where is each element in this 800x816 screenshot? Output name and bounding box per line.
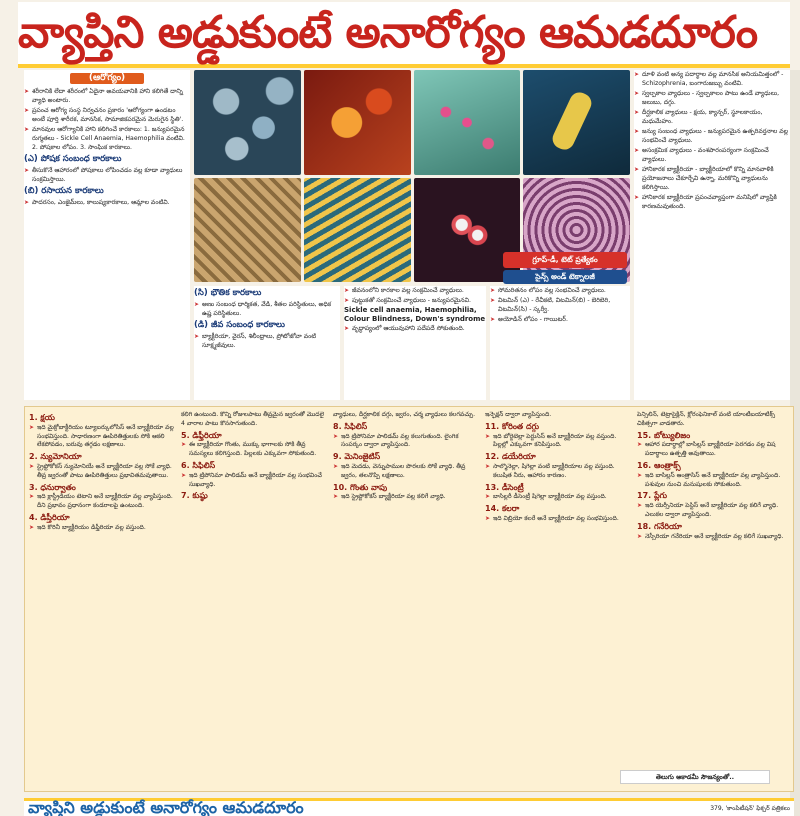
next-article-strip xyxy=(24,798,794,816)
entry-heading: 16. ఆంత్రాక్స్ xyxy=(637,460,681,470)
list-item: ➤ జీవనంలోని కారకాల వల్ల సంక్రమించే వ్యాధులు. xyxy=(344,286,486,295)
disease-info-box xyxy=(24,406,794,792)
headline-text: వ్యాప్తిని అడ్డుకుంటే అనారోగ్యం ఆమడదూరం xyxy=(18,7,758,58)
entry-text: కలిగి ఉంటుంది. కొన్ని రోజులపాటు తీవ్రమైన జ్వరంతో మొదలై 4 వారాల పాటు కొనసాగుతుంది. xyxy=(181,411,324,427)
list-item: ➤ దీర్ఘకాలిక వ్యాధులు - క్షయ, క్యాన్సర్, స్థూలకాయం, మధుమేహం. xyxy=(634,108,794,126)
footer-note: 379, 'కాంపిటీషన్' ఫిక్చర్ పత్రికలు xyxy=(710,805,790,812)
list-item: ➤ హానికారక బ్యాక్టీరియా - బ్యాక్టీరియాలో కొన్ని మానవాళికి ప్రయోజనాలు చేకూర్చేవి ఉన్నా, మరికొన్ని వ్యాధులను కలిగిస్తాయి. xyxy=(634,165,794,192)
bacterium-photo xyxy=(523,70,630,175)
left-column xyxy=(24,70,190,400)
entry-text: ➤ నెస్సీరియా గనేరియా అనే బ్యాక్టీరియా వల్ల కలిగే సుఖవ్యాధి. xyxy=(637,533,787,542)
box-column-5 xyxy=(637,411,787,789)
entry-heading: 10. గొంతు వాపు xyxy=(333,482,388,492)
list-item: ➤ తీసుకొనే ఆహారంలో పోషకాలు లోపించడం వల్ల కూడా వ్యాధులు సంక్రమిస్తాయి. xyxy=(24,166,190,184)
list-item: ➤ పుట్టుకతో సంక్రమించే వ్యాధులు - జన్యుపరమైనవి. xyxy=(344,296,486,305)
entry-heading: 7. కుష్ఠు xyxy=(181,491,208,501)
headline-banner xyxy=(18,2,790,68)
middle-column-1 xyxy=(194,286,340,400)
entry-text: ➤ ఈ బ్యాక్టీరియా గొంతు, ముక్కు భాగాలకు సోకి తీవ్ర సమస్యలు కలిగిస్తుంది. పిల్లలకు ఎక్కువగా సోకుతుంది. xyxy=(181,441,327,459)
entry-text: ఇన్ఫెక్షన్ ద్వారా వ్యాపిస్తుంది. xyxy=(485,411,552,418)
list-item: ➤ ప్రపంచ ఆరోగ్య సంస్థ నిర్వచనం ప్రకారం 'ఆరోగ్యంగా ఉండటం అంటే పూర్తి శారీరక, మానసిక, సామాజికపరమైన మెరుగైన స్థితి'. xyxy=(24,106,190,124)
entry-text: ➤ ఇది విబ్రియో కలరే అనే బ్యాక్టీరియా వల్ల సంభవిస్తుంది. xyxy=(485,515,631,524)
tissue-photo xyxy=(194,178,301,283)
subheading-a: (ఎ) పోషక సంబంధ కారకాలు xyxy=(24,154,122,164)
entry-text: ➤ ఇది మెదడు, వెన్నుపాముల పొరలకు సోకే వ్యాధి. తీవ్ర జ్వరం, తలనొప్పి లక్షణాలు. xyxy=(333,463,479,481)
list-item: ➤ హానికారక బ్యాక్టీరియా ప్రపంచవ్యాప్తంగా మనిషిలో వ్యాప్తికి కారణమవుతుంది. xyxy=(634,193,794,211)
list-item: ➤ మానవుల ఆరోగ్యానికి హాని కలిగించే కారకాలు: 1. జన్యుపరమైన రుగ్మతలు - Sickle Cell Anaemia, Haemophilia వంటివి. 2. పోషకాల లోపం. 3. సాంఘిక కారకాలు. xyxy=(24,125,190,152)
right-column xyxy=(634,70,794,400)
entry-text: ➤ ఇది మైక్రోబాక్టీరియం ట్యూబర్కులోసిస్ అనే బ్యాక్టీరియా వల్ల సంభవిస్తుంది. సాధారణంగా ఊపిరితిత్తులకు సోకి ఆకలి లేకపోవడం, బరువు తగ్గడం లక్షణాలు. xyxy=(29,424,175,450)
next-headline: వ్యాప్తిని అడ్డుకుంటే అనారోగ్యం ఆమడదూరం xyxy=(28,798,304,816)
credit-line: తెలుగు అకాడమీ సౌజన్యంతో.. xyxy=(620,770,770,784)
list-item: ➤ శరీరానికి లేదా శరీరంలో ఏదైనా అవయవానికి హాని కలిగితే దాన్ని వ్యాధి అంటారు. xyxy=(24,87,190,105)
entry-heading: 6. సిఫిలిస్ xyxy=(181,460,216,470)
box-column-2 xyxy=(181,411,327,789)
subject-badge: సైన్స్ అండ్ టెక్నాలజీ xyxy=(503,270,627,284)
entry-heading: 9. మెనింజైటిస్ xyxy=(333,452,381,462)
entry-heading: 4. డిప్తీరియా xyxy=(29,512,70,522)
entry-heading: 17. ప్లేగు xyxy=(637,491,668,501)
box-column-4 xyxy=(485,411,631,789)
entry-heading: 13. డీసెంట్రీ xyxy=(485,482,524,492)
subheading-c: (సి) భౌతిక కారకాలు xyxy=(194,288,262,298)
entry-text: ➤ ఇది యెర్సీనియా పెస్టిస్ అనే బ్యాక్టీరియా వల్ల కలిగే వ్యాధి. ఎలుకల ద్వారా వ్యాపిస్తుంది. xyxy=(637,502,787,520)
entry-text: ➤ ఇది బోర్డెటెల్లా పెర్టుసిస్ అనే బ్యాక్టీరియా వల్ల వస్తుంది. పిల్లల్లో ఎక్కువగా కనిపిస్తుంది. xyxy=(485,433,631,451)
entry-heading: 18. గనేరియా xyxy=(637,521,682,531)
list-item: ➤ పాదరసం, ఎంజైమ్‌లు, కాలుష్యకారకాలు, ఆమ్లాల వంటివి. xyxy=(24,198,190,207)
entry-heading: 15. బోట్యులిజం xyxy=(637,430,691,440)
subheading-b: (బి) రసాయన కారకాలు xyxy=(24,186,104,196)
middle-column-3 xyxy=(490,286,630,400)
box-column-1 xyxy=(29,411,175,789)
list-item: ➤ అసంక్రమిక వ్యాధులు - వంశపారంపర్యంగా సంక్రమించే వ్యాధులు. xyxy=(634,146,794,164)
entry-heading: 3. ధనుర్వాతం xyxy=(29,482,76,492)
rod-bacteria-photo xyxy=(304,178,411,283)
entry-text: ➤ బాసిల్లరీ డీసెంట్రీ షిగెల్లా బ్యాక్టీరియా వల్ల వస్తుంది. xyxy=(485,493,631,502)
list-item: ➤ అణు సంబంధ ధార్మికత, వేడి, శీతల పరిస్థితులు, అధిక ఉష్ణ పరిస్థితులు. xyxy=(194,300,340,318)
disease-list: Sickle cell anaemia, Haemophilia, Colour Blindness, Down's syndrome xyxy=(344,306,486,323)
list-item: ➤ విటమిన్ (ఎ) - రేచీకటి, విటమిన్(బి) - బెరిబెరి, విటమిన్(సి) - స్కర్వీ. xyxy=(490,296,630,314)
subheading-d: (డి) జీవ సంబంధ కారకాలు xyxy=(194,320,285,330)
entry-text: పెన్సిలిన్, టెట్రాసైక్లిన్, క్లోరంఫెనికాల్ వంటి యాంటీబయాటిక్స్ చికిత్సగా వాడతారు. xyxy=(637,411,776,427)
entry-text: ➤ ఇది క్లాస్ట్రీడియం టెటాని అనే బ్యాక్టీరియా వల్ల వ్యాపిస్తుంది. దీని ప్రభావం ప్రధానంగా కండరాలపై ఉంటుంది. xyxy=(29,493,175,511)
topic-badge: గ్రూప్-డీ, టెట్ ప్రత్యేకం xyxy=(503,252,627,268)
entry-text: వ్యాధులు, దీర్ఘకాలిక దగ్గు, జ్వరం, చర్మ వ్యాధులు కలగవచ్చు. xyxy=(333,411,476,418)
list-item: ➤ సోమరితనం లోపం వల్ల సంభవించే వ్యాధులు. xyxy=(490,286,630,295)
entry-heading: 14. కలరా xyxy=(485,504,520,514)
entry-text: ➤ ఇది బాసిల్లస్ ఆంత్రాసిస్ అనే బ్యాక్టీరియా వల్ల వ్యాపిస్తుంది. పశువుల నుంచి మనుషులకు సోకుతుంది. xyxy=(637,472,787,490)
list-item: ➤ దూళి వంటి అన్య పదార్థాల వల్ల మానసిక అనియమిత్తంలో - Schizophrenia, బంగారుజబ్బు వంటివి. xyxy=(634,70,794,88)
entry-heading: 12. డయేరియా xyxy=(485,452,536,462)
list-item: ➤ జన్యు సంబంధ వ్యాధులు - జన్యుపరమైన ఉత్పరివర్తనాల వల్ల సంభవించే వ్యాధులు. xyxy=(634,127,794,145)
entry-heading: 8. సిఫిలిస్ xyxy=(333,421,368,431)
list-item: ➤ బ్యాక్టీరియా, వైరస్, శిలీంధ్రాలు, ప్రోటోజోవా వంటి సూక్ష్మజీవులు. xyxy=(194,332,340,350)
entry-heading: 2. న్యుమోనియా xyxy=(29,452,82,462)
section-tag: (ఆరోగ్యం) xyxy=(70,73,144,84)
entry-text: ➤ సాల్మొనెల్లా, షిగెల్లా వంటి బ్యాక్టీరియాల వల్ల వస్తుంది. కలుషిత నీరు, ఆహారం కారణం. xyxy=(485,463,631,481)
bacteria-photo xyxy=(304,70,411,175)
entry-text: ➤ ఆహార పదార్థాల్లో బాసిల్లస్ బ్యాక్టీరియా పెరగడం వల్ల విష పదార్థాలు ఉత్పత్తి అవుతాయి. xyxy=(637,441,787,459)
entry-text: ➤ ఇది కొరినీ బ్యాక్టీరియం డిఫ్తీరియా వల్ల వస్తుంది. xyxy=(29,524,175,533)
cell-photo xyxy=(414,70,521,175)
virus-photo xyxy=(194,70,301,175)
list-item: ➤ అయోడిన్ లోపం - గాయిటర్. xyxy=(490,315,630,324)
microbe-photo-grid xyxy=(194,70,630,282)
box-column-3 xyxy=(333,411,479,789)
entry-text: ➤ ఇది స్ట్రెప్టోకోకస్ బ్యాక్టీరియా వల్ల కలిగే వ్యాధి. xyxy=(333,493,479,502)
entry-heading: 1. క్షయ xyxy=(29,413,55,422)
entry-text: ➤ స్ట్రెప్టోకోకస్ న్యుమోనియే అనే బ్యాక్టీరియా వల్ల సోకే వ్యాధి. తీవ్ర జ్వరంతో పాటు ఊపిరితిత్తులు ప్రభావితమవుతాయి. xyxy=(29,463,175,481)
entry-heading: 5. డిఫ్తీరియా xyxy=(181,430,222,440)
entry-heading: 11. కోరింత దగ్గు xyxy=(485,421,540,431)
middle-column-2 xyxy=(344,286,486,400)
entry-text: ➤ ఇది ట్రిపోనిమా పాలిడమ్ అనే బ్యాక్టీరియా వల్ల సంభవించే సుఖవ్యాధి. xyxy=(181,472,327,490)
list-item: ➤ వృద్ధాప్యంలో ఆయువుహాని పదేపదే సోకుతుంది. xyxy=(344,324,486,333)
list-item: ➤ స్వల్పకాల వ్యాధులు - స్వల్పకాలం పాటు ఉండే వ్యాధులు, జలుబు, దగ్గు. xyxy=(634,89,794,107)
entry-text: ➤ ఇది ట్రిపోనిమా పాలిడమ్ వల్ల కలుగుతుంది. లైంగిక సంపర్కం ద్వారా వ్యాపిస్తుంది. xyxy=(333,433,479,451)
